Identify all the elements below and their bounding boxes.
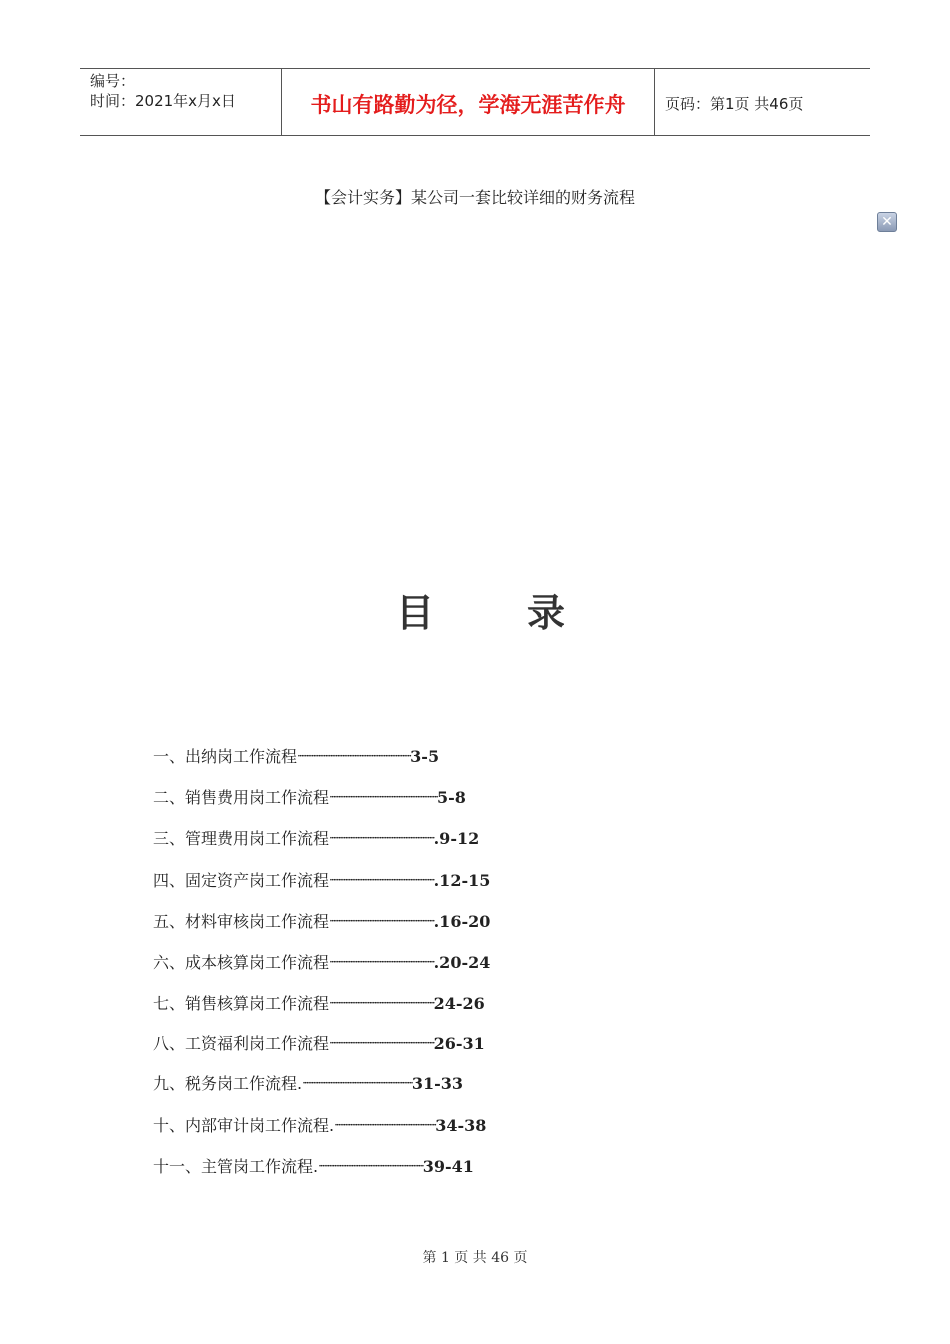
number-label: 编号： (90, 72, 136, 90)
time-label: 时间：2021年x月x日 (90, 92, 236, 110)
document-title: 【会计实务】某公司一套比较详细的财务流程 (314, 188, 635, 207)
toc-item[interactable]: 三、管理费用岗工作流程·····························································.9-12 (153, 829, 480, 848)
toc-item[interactable]: 七、销售核算岗工作流程·····························································24-26 (153, 994, 485, 1013)
page-footer: 第 1 页 共 46 页 (422, 1250, 528, 1266)
toc-item[interactable]: 九、税务岗工作流程.································································31-33 (153, 1074, 463, 1093)
header-page-info: 页码：第1页 共46页 (665, 95, 804, 113)
toc-item[interactable]: 六、成本核算岗工作流程·····························································.20-24 (153, 953, 491, 972)
header-motto: 书山有路勤为径，学海无涯苦作舟 (281, 69, 655, 135)
toc-item[interactable]: 十一、主管岗工作流程.·····························································39-41 (153, 1157, 474, 1176)
toc-item[interactable]: 五、材料审核岗工作流程·····························································.16-20 (153, 912, 491, 931)
header-meta (80, 69, 281, 135)
toc-item[interactable]: 四、固定资产岗工作流程·····························································.12-15 (153, 871, 491, 890)
toc-item[interactable]: 十、内部审计岗工作流程.···························································34-38 (153, 1116, 487, 1135)
toc-item[interactable]: 八、工资福利岗工作流程·····························································26-31 (153, 1034, 485, 1053)
close-icon[interactable]: ✕ (877, 212, 897, 232)
toc-heading-char-1: 目 (396, 590, 435, 635)
toc-item[interactable]: 一、出纳岗工作流程··································································3-5 (153, 747, 440, 766)
toc-item[interactable]: 二、销售费用岗工作流程·······························································5-8 (153, 788, 466, 807)
header-table (80, 68, 870, 136)
toc-heading-char-2: 录 (527, 590, 566, 635)
